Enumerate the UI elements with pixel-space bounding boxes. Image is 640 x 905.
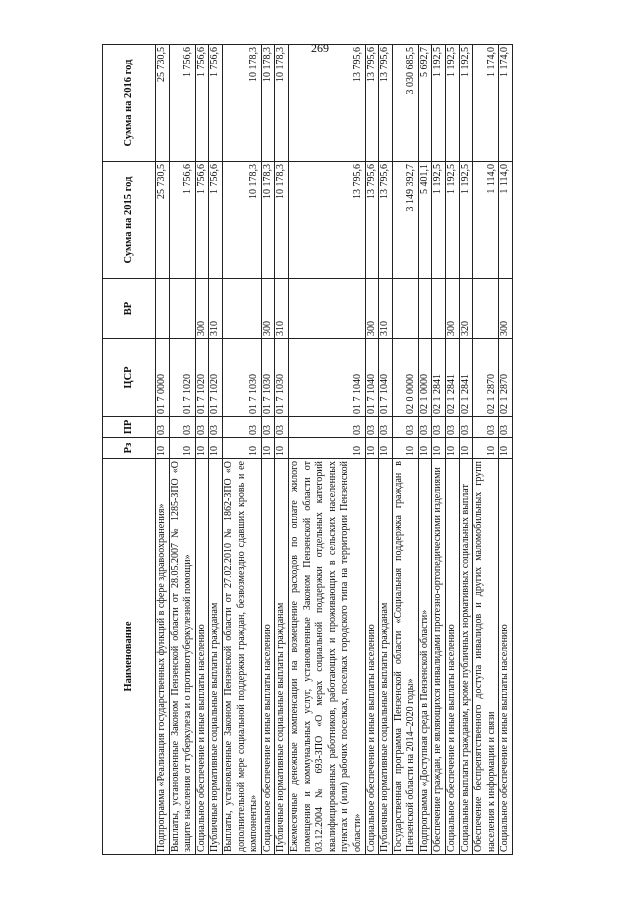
- table-cell-sum-2016: 1 174,0: [499, 45, 513, 162]
- table-cell-sum-2016: 13 795,6: [365, 45, 379, 162]
- table-row: [392, 45, 418, 855]
- table-cell-pr: 03: [446, 417, 460, 438]
- table-cell-rz: 10: [209, 438, 223, 459]
- table-cell-name: Социальные выплаты гражданам, кроме публичных нормативных социальных выплат: [459, 459, 473, 855]
- table-cell-sum-2016: 5 692,7: [418, 45, 432, 162]
- table-cell-vr: 300: [261, 279, 275, 339]
- table-cell-sum-2015: 13 795,6: [365, 162, 379, 279]
- header-sum-2015: Сумма на 2015 год: [103, 162, 156, 279]
- table-cell-pr: 03: [222, 417, 261, 438]
- table-cell-sum-2016: 1 756,6: [195, 45, 209, 162]
- table-row: [499, 45, 513, 855]
- table-cell-csr: 01 7 1040: [379, 339, 393, 417]
- table-cell-name: Выплаты, установленные Законом Пензенской области от 27.02.2010 № 1862-ЗПО «О дополнительной мере социальной поддержки граждан, безвозмездно сдавших кровь и ее компоненты»: [222, 459, 261, 855]
- table-cell-csr: 01 7 1030: [222, 339, 261, 417]
- table-cell-csr: 02 1 2841: [446, 339, 460, 417]
- table-cell-name: Публичные нормативные социальные выплаты гражданам: [275, 459, 289, 855]
- budget-table-rotated: [102, 45, 562, 855]
- table-row: [432, 45, 446, 855]
- table-cell-csr: 01 7 1020: [195, 339, 209, 417]
- table-cell-csr: 01 7 1020: [169, 339, 195, 417]
- table-cell-name: Выплаты, установленные Законом Пензенской области от 28.05.2007 № 1285-ЗПО «О защите населения от туберкулеза и о противотуберкулезной помощи»: [169, 459, 195, 855]
- table-cell-rz: 10: [379, 438, 393, 459]
- table-cell-vr: 300: [365, 279, 379, 339]
- page-number: 269: [311, 41, 329, 55]
- table-cell-sum-2016: 10 178,3: [275, 45, 289, 162]
- table-cell-sum-2016: 10 178,3: [261, 45, 275, 162]
- table-cell-sum-2015: 1 114,0: [499, 162, 513, 279]
- table-cell-sum-2016: 1 192,5: [446, 45, 460, 162]
- table-row: [169, 45, 195, 855]
- table-cell-name: Социальное обеспечение и иные выплаты населению: [365, 459, 379, 855]
- table-cell-pr: 03: [365, 417, 379, 438]
- table-cell-csr: 02 1 2841: [432, 339, 446, 417]
- table-cell-vr: [169, 279, 195, 339]
- table-cell-csr: 01 7 1020: [209, 339, 223, 417]
- table-cell-rz: 10: [392, 438, 418, 459]
- table-cell-rz: 10: [275, 438, 289, 459]
- table-cell-pr: 03: [209, 417, 223, 438]
- table-cell-rz: 10: [473, 438, 499, 459]
- table-cell-rz: 10: [195, 438, 209, 459]
- table-cell-sum-2016: 3 030 685,5: [392, 45, 418, 162]
- table-cell-vr: 310: [379, 279, 393, 339]
- header-sum-2016: Сумма на 2016 год: [103, 45, 156, 162]
- table-cell-pr: 03: [169, 417, 195, 438]
- table-cell-name: Подпрограмма «Реализация государственных функций в сфере здравоохранения»: [156, 459, 170, 855]
- header-pr: ПР: [103, 417, 156, 438]
- table-cell-csr: 02 0 0000: [392, 339, 418, 417]
- table-cell-name: Социальное обеспечение и иные выплаты населению: [195, 459, 209, 855]
- table-cell-vr: [418, 279, 432, 339]
- table-cell-sum-2016: 13 795,6: [288, 45, 365, 162]
- table-cell-rz: 10: [432, 438, 446, 459]
- table-cell-rz: 10: [169, 438, 195, 459]
- table-cell-vr: 300: [446, 279, 460, 339]
- table-cell-pr: 03: [275, 417, 289, 438]
- header-rz: Рз: [103, 438, 156, 459]
- budget-table: [102, 44, 513, 855]
- table-cell-csr: 01 7 1040: [288, 339, 365, 417]
- table-cell-sum-2015: 1 192,5: [459, 162, 473, 279]
- table-cell-sum-2015: 13 795,6: [288, 162, 365, 279]
- table-row: [379, 45, 393, 855]
- table-cell-pr: 03: [261, 417, 275, 438]
- table-cell-rz: 10: [446, 438, 460, 459]
- table-cell-csr: 02 1 0000: [418, 339, 432, 417]
- table-row: [365, 45, 379, 855]
- table-row: [446, 45, 460, 855]
- table-cell-sum-2015: 25 730,5: [156, 162, 170, 279]
- table-cell-pr: 03: [418, 417, 432, 438]
- table-cell-name: Публичные нормативные социальные выплаты гражданам: [379, 459, 393, 855]
- table-cell-sum-2015: 1 756,6: [209, 162, 223, 279]
- table-cell-name: Социальное обеспечение и иные выплаты населению: [446, 459, 460, 855]
- table-cell-name: Обеспечение беспрепятственного доступа инвалидов и других маломобильных групп населения к информации и связи: [473, 459, 499, 855]
- table-cell-pr: 03: [459, 417, 473, 438]
- table-cell-name: Подпрограмма «Доступная среда в Пензенской области»: [418, 459, 432, 855]
- table-cell-name: Социальное обеспечение и иные выплаты населению: [499, 459, 513, 855]
- table-row: [261, 45, 275, 855]
- table-row: [209, 45, 223, 855]
- table-cell-rz: 10: [365, 438, 379, 459]
- table-cell-rz: 10: [459, 438, 473, 459]
- table-row: [418, 45, 432, 855]
- table-cell-rz: 10: [222, 438, 261, 459]
- table-cell-sum-2015: 3 149 392,7: [392, 162, 418, 279]
- table-cell-sum-2015: 10 178,3: [275, 162, 289, 279]
- table-cell-vr: [222, 279, 261, 339]
- table-cell-vr: [432, 279, 446, 339]
- table-cell-sum-2015: 1 756,6: [169, 162, 195, 279]
- table-cell-sum-2015: 10 178,3: [261, 162, 275, 279]
- table-cell-rz: 10: [156, 438, 170, 459]
- table-cell-csr: 02 1 2870: [499, 339, 513, 417]
- table-row: [288, 45, 365, 855]
- table-cell-csr: 01 7 1030: [261, 339, 275, 417]
- header-name: Наименование: [103, 459, 156, 855]
- table-cell-sum-2015: 5 401,1: [418, 162, 432, 279]
- table-cell-pr: 03: [392, 417, 418, 438]
- table-cell-sum-2015: 13 795,6: [379, 162, 393, 279]
- table-cell-sum-2015: 10 178,3: [222, 162, 261, 279]
- table-row: [195, 45, 209, 855]
- table-cell-sum-2016: 25 730,5: [156, 45, 170, 162]
- table-cell-sum-2015: 1 756,6: [195, 162, 209, 279]
- table-cell-pr: 03: [499, 417, 513, 438]
- table-cell-vr: [392, 279, 418, 339]
- table-cell-pr: 03: [473, 417, 499, 438]
- table-cell-csr: 02 1 2870: [473, 339, 499, 417]
- table-cell-name: Публичные нормативные социальные выплаты гражданам: [209, 459, 223, 855]
- table-cell-rz: 10: [499, 438, 513, 459]
- table-cell-csr: 01 7 1040: [365, 339, 379, 417]
- table-cell-pr: 03: [156, 417, 170, 438]
- table-cell-sum-2016: 1 174,0: [473, 45, 499, 162]
- header-vr: ВР: [103, 279, 156, 339]
- table-row: [473, 45, 499, 855]
- table-cell-name: Ежемесячные денежные компенсации на возмещение расходов по оплате жилого помещения и коммунальных услуг, установленные Законом Пензенской области от 03.12.2004 № 693-ЗПО «О мерах социальной поддержки отдельных категорий квалифицированных работников, работающих и проживающих в сельских населенных пунктах и (или) рабочих поселках, поселках городского типа на территории Пензенской области»: [288, 459, 365, 855]
- table-cell-sum-2016: 1 192,5: [432, 45, 446, 162]
- table-cell-sum-2016: 13 795,6: [379, 45, 393, 162]
- table-cell-sum-2015: 1 114,0: [473, 162, 499, 279]
- table-cell-csr: 01 7 1030: [275, 339, 289, 417]
- table-cell-name: Социальное обеспечение и иные выплаты населению: [261, 459, 275, 855]
- table-cell-vr: [288, 279, 365, 339]
- table-cell-pr: 03: [432, 417, 446, 438]
- table-cell-pr: 03: [379, 417, 393, 438]
- table-cell-rz: 10: [288, 438, 365, 459]
- table-row: [275, 45, 289, 855]
- table-cell-sum-2016: 1 192,5: [459, 45, 473, 162]
- table-cell-rz: 10: [261, 438, 275, 459]
- table-cell-sum-2015: 1 192,5: [446, 162, 460, 279]
- table-cell-vr: [473, 279, 499, 339]
- table-cell-sum-2016: 1 756,6: [209, 45, 223, 162]
- table-cell-csr: 01 7 0000: [156, 339, 170, 417]
- table-cell-sum-2015: 1 192,5: [432, 162, 446, 279]
- table-cell-pr: 03: [288, 417, 365, 438]
- table-cell-vr: 300: [499, 279, 513, 339]
- table-cell-pr: 03: [195, 417, 209, 438]
- table-row: [222, 45, 261, 855]
- table-row: [459, 45, 473, 855]
- table-cell-name: Обеспечение граждан, не являющихся инвалидами протезно-ортопедическими изделиями: [432, 459, 446, 855]
- table-row: [156, 45, 170, 855]
- table-cell-vr: 310: [275, 279, 289, 339]
- table-header-row: [103, 45, 156, 855]
- table-cell-rz: 10: [418, 438, 432, 459]
- table-cell-vr: 310: [209, 279, 223, 339]
- table-cell-name: Государственная программа Пензенской области «Социальная поддержка граждан в Пензенской области на 2014–2020 годы»: [392, 459, 418, 855]
- table-cell-csr: 02 1 2841: [459, 339, 473, 417]
- table-cell-vr: [156, 279, 170, 339]
- table-cell-vr: 320: [459, 279, 473, 339]
- header-csr: ЦСР: [103, 339, 156, 417]
- table-cell-sum-2016: 1 756,6: [169, 45, 195, 162]
- table-cell-vr: 300: [195, 279, 209, 339]
- table-cell-sum-2016: 10 178,3: [222, 45, 261, 162]
